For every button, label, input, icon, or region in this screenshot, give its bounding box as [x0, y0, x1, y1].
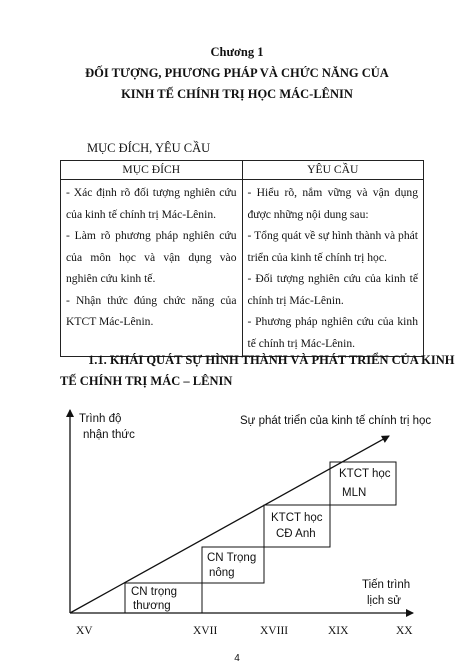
purpose-item: - Nhận thức đúng chức năng của KTCT Mác-Lênin.	[66, 293, 237, 328]
table-header-purpose: MỤC ĐÍCH	[61, 161, 243, 180]
chapter-number: Chương 1	[210, 45, 264, 59]
step-label-physiocracy-line1: CN Trọng	[207, 552, 257, 564]
requirement-item: - Tổng quát về sự hình thành và phát triển của kinh tế chính trị học.	[247, 229, 418, 264]
step-label-marxist-line2: MLN	[342, 487, 367, 499]
x-axis-label-line2: lịch sử	[367, 595, 401, 607]
x-tick-xviii: XVIII	[260, 625, 289, 637]
trend-label: Sự phát triển của kinh tế chính trị học	[240, 415, 432, 427]
purpose-item: - Xác định rõ đối tượng nghiên cứu của kinh tế chính trị Mác-Lênin.	[66, 186, 237, 221]
purpose-item: - Làm rõ phương pháp nghiên cứu của môn học và vận dụng vào nghiên cứu kinh tế.	[66, 229, 237, 285]
subsection-heading-line1: 1.1. KHÁI QUÁT SỰ HÌNH THÀNH VÀ PHÁT TRIỂN CỦA KINH	[88, 353, 455, 367]
step-label-classical-line2: CĐ Anh	[276, 528, 316, 540]
step-label-marxist-line1: KTCT học	[339, 468, 391, 480]
chapter-title-line1: ĐỐI TƯỢNG, PHƯƠNG PHÁP VÀ CHỨC NĂNG CỦA	[85, 66, 389, 80]
y-axis-label-line1: Trình độ	[79, 413, 122, 425]
step-label-physiocracy-line2: nông	[209, 567, 235, 579]
page-number: 4	[234, 653, 240, 664]
step-label-mercantilism-line1: CN trọng	[131, 586, 178, 598]
table-header-requirements: YÊU CẦU	[242, 161, 424, 180]
step-label-classical-line1: KTCT học	[271, 512, 323, 524]
trend-arrow	[70, 436, 389, 613]
y-axis-label-line2: nhận thức	[83, 429, 135, 441]
requirement-item: - Phương pháp nghiên cứu của kinh tế chính trị Mác-Lênin.	[247, 315, 418, 350]
x-axis-label-line1: Tiến trình	[362, 579, 411, 591]
x-tick-xv: XV	[76, 625, 93, 637]
step-label-mercantilism-line2: thương	[133, 600, 171, 612]
x-tick-xix: XIX	[328, 625, 349, 637]
requirement-item: - Hiểu rõ, nắm vững và vận dụng được những nội dung sau:	[247, 186, 418, 221]
x-tick-xx: XX	[396, 625, 413, 637]
requirement-item: - Đối tượng nghiên cứu của kinh tế chính trị Mác-Lênin.	[247, 272, 418, 307]
subsection-heading-line2: TẾ CHÍNH TRỊ MÁC – LÊNIN	[60, 374, 233, 388]
section-heading: MỤC ĐÍCH, YÊU CẦU	[87, 141, 211, 155]
x-tick-xvii: XVII	[193, 625, 218, 637]
chapter-title-line2: KINH TẾ CHÍNH TRỊ HỌC MÁC-LÊNIN	[121, 87, 353, 101]
